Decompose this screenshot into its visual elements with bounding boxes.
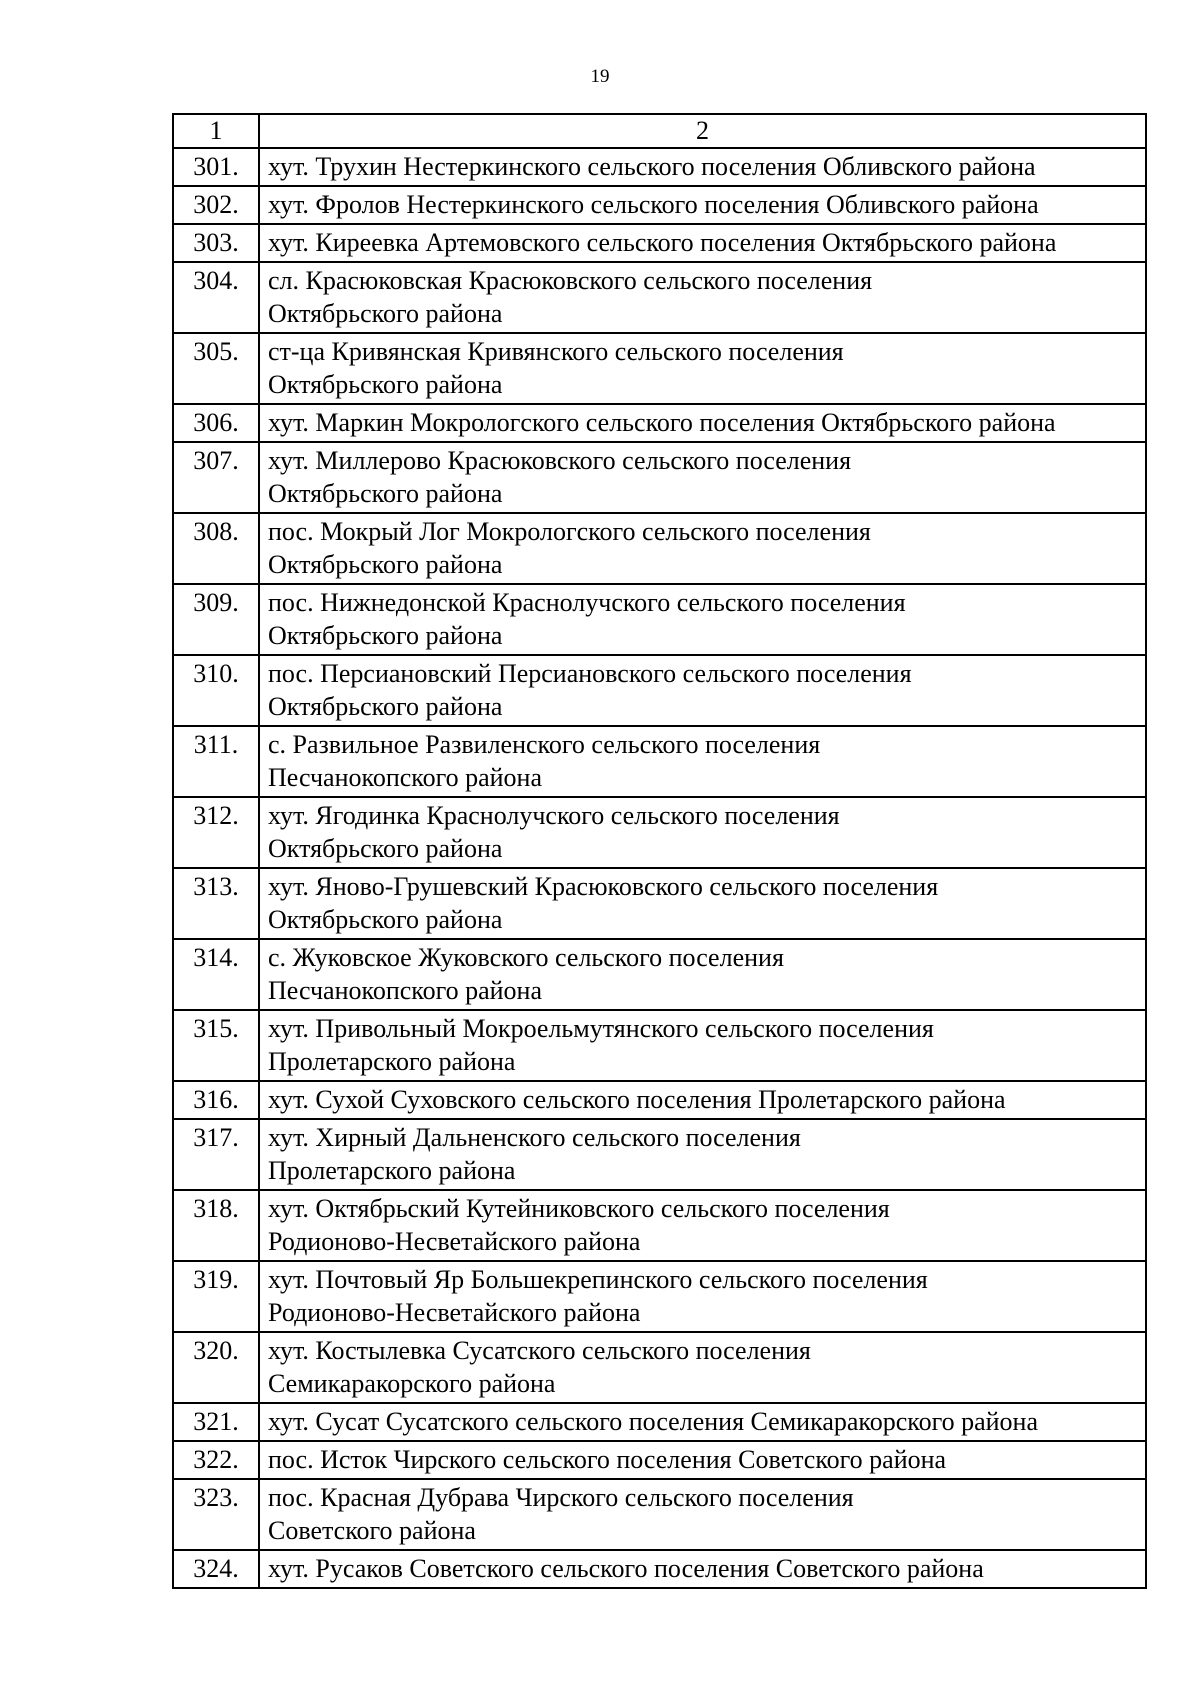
settlement-name-line: хут. Костылевка Сусатского сельского поселения <box>268 1336 811 1365</box>
settlement-name-line: Песчанокопского района <box>268 976 543 1005</box>
settlement-name-line: ст-ца Кривянская Кривянского сельского поселения <box>268 337 844 366</box>
row-number-cell: 303. <box>173 224 259 262</box>
settlement-name-line: с. Развильное Развиленского сельского поселения <box>268 730 821 759</box>
row-number-cell: 323. <box>173 1479 259 1550</box>
settlement-name-line: хут. Русаков Советского сельского поселения Советского района <box>268 1554 984 1583</box>
table-row <box>173 1479 1146 1550</box>
settlement-name-cell <box>259 797 1146 868</box>
settlement-name-line: Пролетарского района <box>268 1047 516 1076</box>
settlement-name-line: Октябрьского района <box>268 299 503 328</box>
settlement-name-line: пос. Персиановский Персиановского сельского поселения <box>268 659 912 688</box>
row-number-cell: 308. <box>173 513 259 584</box>
settlement-name-line: Октябрьского района <box>268 621 503 650</box>
settlement-name-line: хут. Хирный Дальненского сельского поселения <box>268 1123 801 1152</box>
settlement-name-line: хут. Киреевка Артемовского сельского поселения Октябрьского района <box>268 228 1057 257</box>
settlement-name-cell <box>259 148 1146 186</box>
settlement-name-line: хут. Октябрьский Кутейниковского сельского поселения <box>268 1194 890 1223</box>
settlement-name-line: Родионово-Несветайского района <box>268 1298 641 1327</box>
table-body <box>173 148 1146 1588</box>
settlement-name-line: хут. Яново-Грушевский Красюковского сельского поселения <box>268 872 939 901</box>
settlement-name-line: хут. Миллерово Красюковского сельского поселения <box>268 446 852 475</box>
table-row <box>173 797 1146 868</box>
table-row <box>173 1190 1146 1261</box>
row-number-cell: 310. <box>173 655 259 726</box>
settlement-name-cell <box>259 1403 1146 1441</box>
settlement-name-cell <box>259 726 1146 797</box>
row-number-cell: 315. <box>173 1010 259 1081</box>
table-row <box>173 1550 1146 1588</box>
settlement-name-line: хут. Привольный Мокроельмутянского сельского поселения <box>268 1014 934 1043</box>
table-row <box>173 1332 1146 1403</box>
settlement-name-line: хут. Ягодинка Краснолучского сельского поселения <box>268 801 840 830</box>
settlement-name-line: хут. Почтовый Яр Большекрепинского сельского поселения <box>268 1265 928 1294</box>
table-row <box>173 1119 1146 1190</box>
table-row <box>173 868 1146 939</box>
table-row <box>173 1441 1146 1479</box>
settlement-name-line: Октябрьского района <box>268 692 503 721</box>
settlement-name-cell <box>259 224 1146 262</box>
table-row <box>173 1081 1146 1119</box>
settlement-name-line: хут. Сусат Сусатского сельского поселения Семикаракорского района <box>268 1407 1038 1436</box>
column-header-number: 1 <box>173 114 259 148</box>
page-number: 19 <box>590 66 610 87</box>
settlement-name-cell <box>259 1332 1146 1403</box>
table-row <box>173 939 1146 1010</box>
table-row <box>173 404 1146 442</box>
table-row <box>173 1010 1146 1081</box>
settlement-name-line: пос. Мокрый Лог Мокрологского сельского поселения <box>268 517 871 546</box>
settlement-name-line: с. Жуковское Жуковского сельского поселения <box>268 943 784 972</box>
settlement-name-line: Советского района <box>268 1516 476 1545</box>
settlement-name-cell <box>259 939 1146 1010</box>
table-row <box>173 442 1146 513</box>
row-number-cell: 309. <box>173 584 259 655</box>
settlement-name-cell <box>259 333 1146 404</box>
row-number-cell: 321. <box>173 1403 259 1441</box>
settlement-name-line: хут. Трухин Нестеркинского сельского поселения Обливского района <box>268 152 1036 181</box>
row-number-cell: 304. <box>173 262 259 333</box>
row-number-cell: 317. <box>173 1119 259 1190</box>
settlement-name-line: пос. Красная Дубрава Чирского сельского поселения <box>268 1483 854 1512</box>
settlement-name-line: Песчанокопского района <box>268 763 543 792</box>
settlement-name-cell <box>259 404 1146 442</box>
settlement-name-cell <box>259 1550 1146 1588</box>
row-number-cell: 305. <box>173 333 259 404</box>
settlement-name-line: пос. Нижнедонской Краснолучского сельского поселения <box>268 588 906 617</box>
table-row <box>173 224 1146 262</box>
row-number-cell: 324. <box>173 1550 259 1588</box>
row-number-cell: 319. <box>173 1261 259 1332</box>
table-row <box>173 1261 1146 1332</box>
row-number-cell: 312. <box>173 797 259 868</box>
table-row <box>173 1403 1146 1441</box>
settlement-name-line: хут. Сухой Суховского сельского поселения Пролетарского района <box>268 1085 1006 1114</box>
settlement-name-cell <box>259 868 1146 939</box>
settlement-name-cell <box>259 1081 1146 1119</box>
settlement-name-line: Октябрьского района <box>268 370 503 399</box>
settlement-name-cell <box>259 1479 1146 1550</box>
settlement-name-cell <box>259 584 1146 655</box>
settlement-name-line: хут. Маркин Мокрологского сельского поселения Октябрьского района <box>268 408 1056 437</box>
settlement-name-cell <box>259 1010 1146 1081</box>
row-number-cell: 320. <box>173 1332 259 1403</box>
table-row <box>173 262 1146 333</box>
column-header-name: 2 <box>259 114 1146 148</box>
table-row <box>173 655 1146 726</box>
settlement-name-line: Пролетарского района <box>268 1156 516 1185</box>
settlement-name-line: Октябрьского района <box>268 479 503 508</box>
settlement-name-line: Октябрьского района <box>268 905 503 934</box>
settlement-name-cell <box>259 1441 1146 1479</box>
row-number-cell: 307. <box>173 442 259 513</box>
row-number-cell: 302. <box>173 186 259 224</box>
settlement-name-cell <box>259 1119 1146 1190</box>
table-row <box>173 513 1146 584</box>
row-number-cell: 306. <box>173 404 259 442</box>
table-row <box>173 333 1146 404</box>
table-row <box>173 148 1146 186</box>
settlement-name-cell <box>259 655 1146 726</box>
settlement-name-line: Семикаракорского района <box>268 1369 556 1398</box>
row-number-cell: 311. <box>173 726 259 797</box>
settlement-name-cell <box>259 262 1146 333</box>
row-number-cell: 314. <box>173 939 259 1010</box>
settlement-name-cell <box>259 513 1146 584</box>
row-number-cell: 322. <box>173 1441 259 1479</box>
settlements-table <box>172 113 1147 1589</box>
table-row <box>173 186 1146 224</box>
settlement-name-line: хут. Фролов Нестеркинского сельского поселения Обливского района <box>268 190 1039 219</box>
row-number-cell: 316. <box>173 1081 259 1119</box>
row-number-cell: 301. <box>173 148 259 186</box>
table-header-row <box>173 114 1146 148</box>
settlement-name-cell <box>259 1190 1146 1261</box>
settlement-name-cell <box>259 442 1146 513</box>
settlement-name-line: Октябрьского района <box>268 834 503 863</box>
row-number-cell: 318. <box>173 1190 259 1261</box>
settlement-name-cell <box>259 1261 1146 1332</box>
settlement-name-line: пос. Исток Чирского сельского поселения Советского района <box>268 1445 947 1474</box>
settlement-name-line: сл. Красюковская Красюковского сельского поселения <box>268 266 873 295</box>
table-row <box>173 584 1146 655</box>
settlement-name-line: Родионово-Несветайского района <box>268 1227 641 1256</box>
row-number-cell: 313. <box>173 868 259 939</box>
settlement-name-cell <box>259 186 1146 224</box>
settlement-name-line: Октябрьского района <box>268 550 503 579</box>
table-row <box>173 726 1146 797</box>
